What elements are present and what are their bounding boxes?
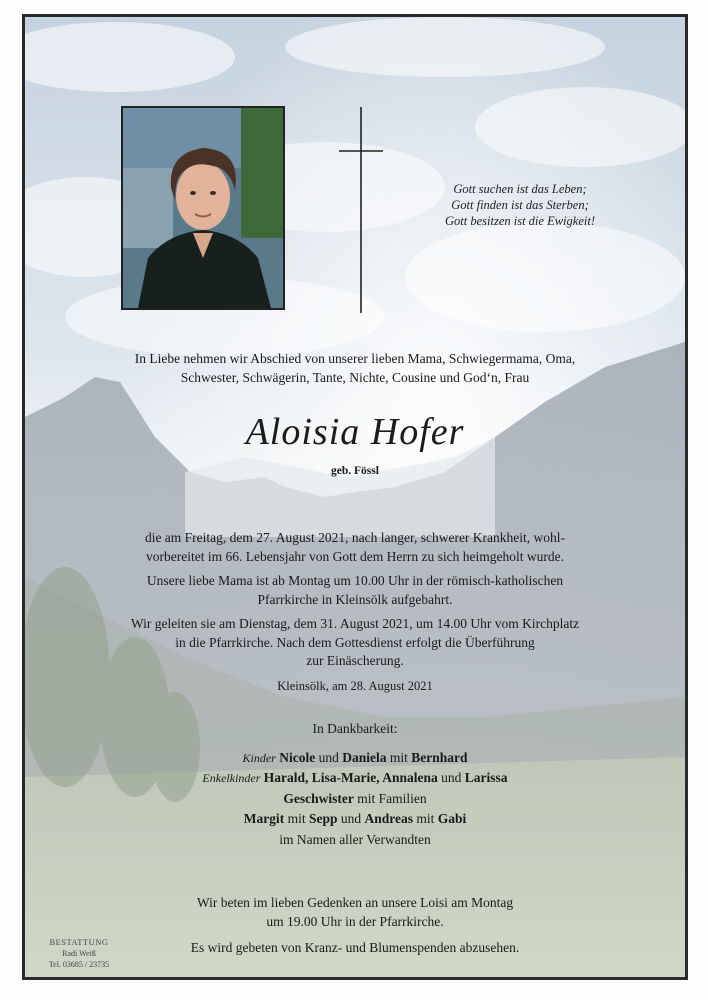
mourners-children — [85, 748, 625, 769]
funeral-home-name: Radi Weiß — [62, 949, 96, 958]
conjunction: und — [441, 770, 462, 785]
conjunction: mit — [389, 749, 408, 765]
conjunction: und — [340, 811, 362, 826]
mourners-siblings — [85, 789, 625, 810]
text-line: Unsere liebe Mama ist ab Montag um 10.00 Uhr in der römisch-katholischen — [146, 573, 564, 588]
quote-line: Gott besitzen ist die Ewigkeit! — [445, 214, 595, 228]
place-date — [85, 677, 625, 696]
obituary-card — [22, 14, 688, 980]
all-relatives: im Namen aller Verwandten — [279, 831, 431, 847]
mourner-name: Andreas — [364, 811, 413, 826]
mourner-name: Harald, Lisa-Marie, Annalena — [263, 770, 438, 785]
conjunction: und — [318, 749, 339, 765]
kinder-label: Kinder — [242, 750, 276, 765]
conjunction: mit — [416, 811, 435, 826]
cross-icon — [339, 107, 383, 313]
mourner-name: Sepp — [308, 811, 338, 826]
closing-text — [85, 894, 625, 966]
mourners-list — [85, 719, 625, 850]
mourners-relatives — [85, 809, 625, 830]
intro-line: Schwester, Schwägerin, Tante, Nichte, Cousine und God‘n, Frau — [180, 370, 530, 385]
intro-text — [65, 349, 645, 387]
bible-quote — [395, 181, 645, 229]
funeral-home-phone: Tel. 03685 / 23735 — [48, 960, 110, 969]
funeral-home-title: BESTATTUNG — [49, 937, 109, 947]
text-line: Pfarrkirche in Kleinsölk aufgebahrt. — [257, 591, 453, 607]
enkel-label: Enkelkinder — [202, 771, 261, 785]
mourner-name: Bernhard — [411, 749, 468, 765]
mourner-name: Geschwister — [283, 790, 354, 806]
text-line: Kleinsölk, am 28. August 2021 — [277, 678, 433, 693]
mourner-name: Larissa — [464, 770, 508, 785]
gratitude-lead: In Dankbarkeit: — [312, 721, 398, 736]
viewing-notice — [85, 572, 625, 609]
mourner-name: Daniela — [342, 749, 387, 765]
announcement-text — [85, 529, 625, 701]
mourner-name: Gabi — [437, 811, 467, 826]
quote-line: Gott suchen ist das Leben; — [453, 182, 587, 196]
deceased-name: Aloisia Hofer — [245, 411, 465, 453]
funeral-home-info — [39, 937, 119, 970]
flowers-notice: Es wird gebeten von Kranz- und Blumenspenden abzusehen. — [190, 940, 520, 955]
text-line: in die Pfarrkirche. Nach dem Gottesdienst erfolgt die Überführung — [175, 634, 535, 650]
mourners-grandchildren — [85, 768, 625, 789]
text-line: vorbereitet im 66. Lebensjahr von Gott dem Herrn zu sich heimgeholt wurde. — [145, 548, 564, 564]
mourner-name: Margit — [243, 811, 285, 826]
prayer-notice — [85, 894, 625, 931]
funeral-notice — [85, 615, 625, 671]
portrait-photo — [121, 106, 285, 310]
text-line: die am Freitag, dem 27. August 2021, nach langer, schwerer Krankheit, wohl- — [144, 530, 566, 545]
text-line: um 19.00 Uhr in der Pfarrkirche. — [266, 913, 444, 929]
text-line: Wir geleiten sie am Dienstag, dem 31. August 2021, um 14.00 Uhr vom Kirchplatz — [130, 616, 580, 631]
text-line: Wir beten im lieben Gedenken an unsere Loisi am Montag — [196, 895, 514, 910]
mourner-name: Nicole — [279, 749, 316, 765]
conjunction: mit Familien — [357, 790, 427, 806]
maiden-name: geb. Fössl — [331, 465, 379, 477]
death-notice — [85, 529, 625, 566]
conjunction: mit — [287, 811, 306, 826]
quote-line: Gott finden ist das Sterben; — [451, 198, 589, 212]
intro-line: In Liebe nehmen wir Abschied von unserer lieben Mama, Schwiegermama, Oma, — [134, 351, 576, 366]
text-line: zur Einäscherung. — [306, 653, 404, 668]
